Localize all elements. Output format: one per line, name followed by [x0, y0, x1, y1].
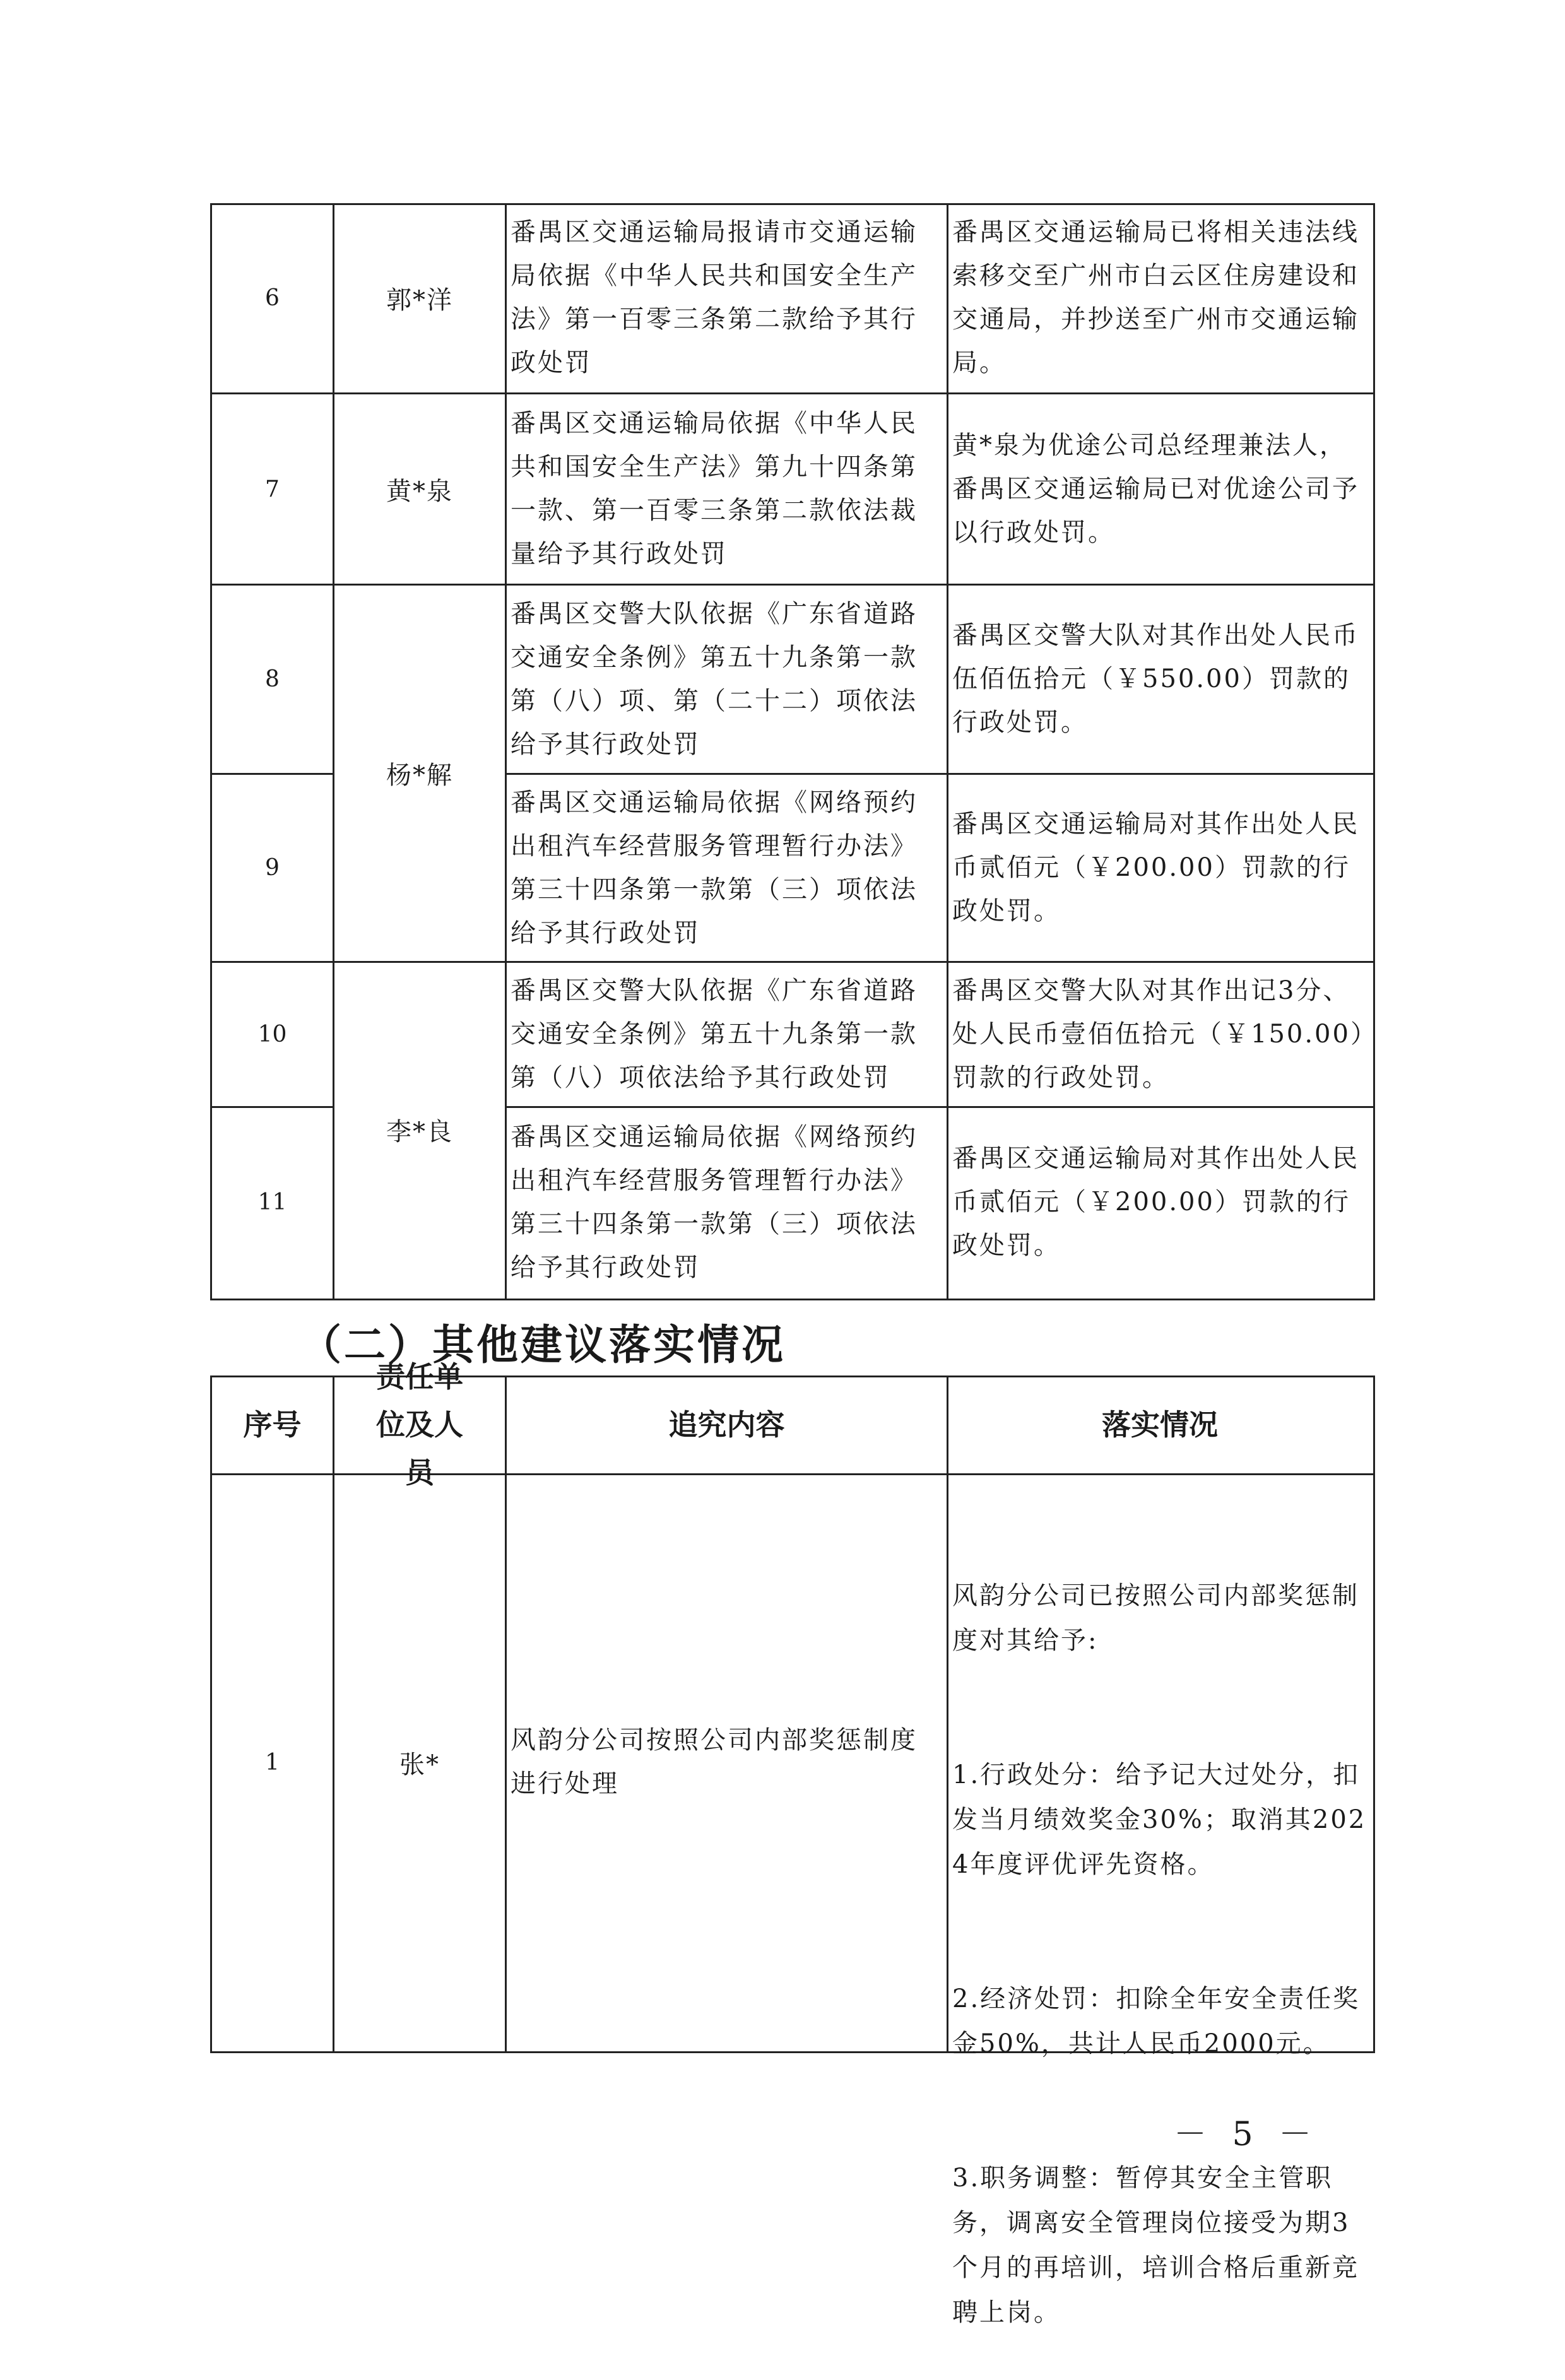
implementation-result — [948, 963, 1371, 1106]
penalty-basis — [507, 775, 947, 961]
penalty-basis-text: 番禺区交通运输局报请市交通运输局依据《中华人民共和国安全生产法》第一百零三条第二款给予其行政处罚 — [511, 218, 918, 377]
row-number: 8 — [265, 666, 280, 692]
implementation-item: 1.行政处分：给予记大过处分，扣发当月绩效奖金30%；取消其2024年度评优评先资格。 — [952, 1760, 1367, 1879]
accountability-content-text: 风韵分公司按照公司内部奖惩制度进行处理 — [511, 1726, 918, 1798]
penalty-basis-text: 番禺区交警大队依据《广东省道路交通安全条例》第五十九条第一款第（八）项依法给予其行政处罚 — [511, 976, 918, 1092]
person-name: 张* — [399, 1750, 440, 1779]
person-name: 李*良 — [386, 1117, 453, 1146]
person-name: 黄*泉 — [386, 476, 453, 506]
penalty-basis-text: 番禺区交通运输局依据《网络预约出租汽车经营服务管理暂行办法》第三十四条第一款第（三）项依法给予其行政处罚 — [511, 1122, 918, 1282]
implementation-result-text: 番禺区交警大队对其作出记3分、处人民币壹佰伍拾元（￥150.00）罚款的行政处罚。 — [952, 976, 1365, 1092]
header-result: 落实情况 — [1102, 1407, 1218, 1442]
implementation-result — [948, 775, 1371, 961]
penalty-basis — [507, 963, 947, 1106]
penalty-basis — [507, 1108, 947, 1297]
row-number: 11 — [257, 1189, 287, 1215]
implementation-result-text: 番禺区交通运输局对其作出处人民币贰佰元（￥200.00）罚款的行政处罚。 — [952, 1144, 1359, 1260]
row-number: 10 — [257, 1022, 287, 1047]
penalty-basis-text: 番禺区交通运输局依据《中华人民共和国安全生产法》第九十四条第一款、第一百零三条第二款依法裁量给予其行政处罚 — [511, 409, 918, 568]
implementation-result — [948, 586, 1371, 773]
implementation-result-text: 黄*泉为优途公司总经理兼法人，番禺区交通运输局已对优途公司予以行政处罚。 — [952, 430, 1359, 547]
accountability-content — [507, 1475, 947, 2049]
header-responsible-unit — [334, 1359, 505, 1490]
implementation-result — [948, 394, 1371, 584]
penalty-basis-text: 番禺区交警大队依据《广东省道路交通安全条例》第五十九条第一款第（八）项、第（二十二）项依法给予其行政处罚 — [511, 599, 918, 759]
header-number: 序号 — [243, 1407, 302, 1442]
row-number: 9 — [265, 855, 280, 881]
penalty-basis — [507, 394, 947, 584]
page-number: － 5 － — [1174, 2116, 1320, 2153]
row-number: 7 — [265, 476, 280, 502]
person-name: 郭*洋 — [386, 285, 453, 315]
implementation-result-text: 番禺区交通运输局对其作出处人民币贰佰元（￥200.00）罚款的行政处罚。 — [952, 810, 1359, 926]
implementation-intro: 风韵分公司已按照公司内部奖惩制度对其给予: — [952, 1581, 1359, 1655]
penalty-basis — [507, 203, 947, 392]
row-number: 1 — [265, 1749, 280, 1776]
penalty-basis — [507, 586, 947, 773]
implementation-result-text: 番禺区交警大队对其作出处人民币伍佰伍拾元（￥550.00）罚款的行政处罚。 — [952, 621, 1359, 737]
implementation-item: 3.职务调整：暂停其安全主管职务，调离安全管理岗位接受为期3个月的再培训，培训合格后重新竞聘上岗。 — [952, 2164, 1359, 2327]
row-number: 6 — [265, 285, 280, 311]
penalty-basis-text: 番禺区交通运输局依据《网络预约出租汽车经营服务管理暂行办法》第三十四条第一款第（三）项依法给予其行政处罚 — [511, 787, 918, 948]
implementation-result — [948, 203, 1371, 392]
header-content: 追究内容 — [668, 1407, 785, 1442]
implementation-result-text: 番禺区交通运输局已将相关违法线索移交至广州市白云区住房建设和交通局，并抄送至广州市交通运输局。 — [952, 218, 1359, 377]
header-responsible-unit-text: 责任单位及人员 — [376, 1359, 463, 1490]
section-heading: （二）其他建议落实情况 — [300, 1321, 786, 1369]
implementation-details — [948, 1484, 1371, 2380]
implementation-result — [948, 1108, 1371, 1297]
implementation-item: 2.经济处罚：扣除全年安全责任奖金50%，共计人民币2000元。 — [952, 1984, 1361, 2058]
person-name: 杨*解 — [386, 761, 453, 790]
